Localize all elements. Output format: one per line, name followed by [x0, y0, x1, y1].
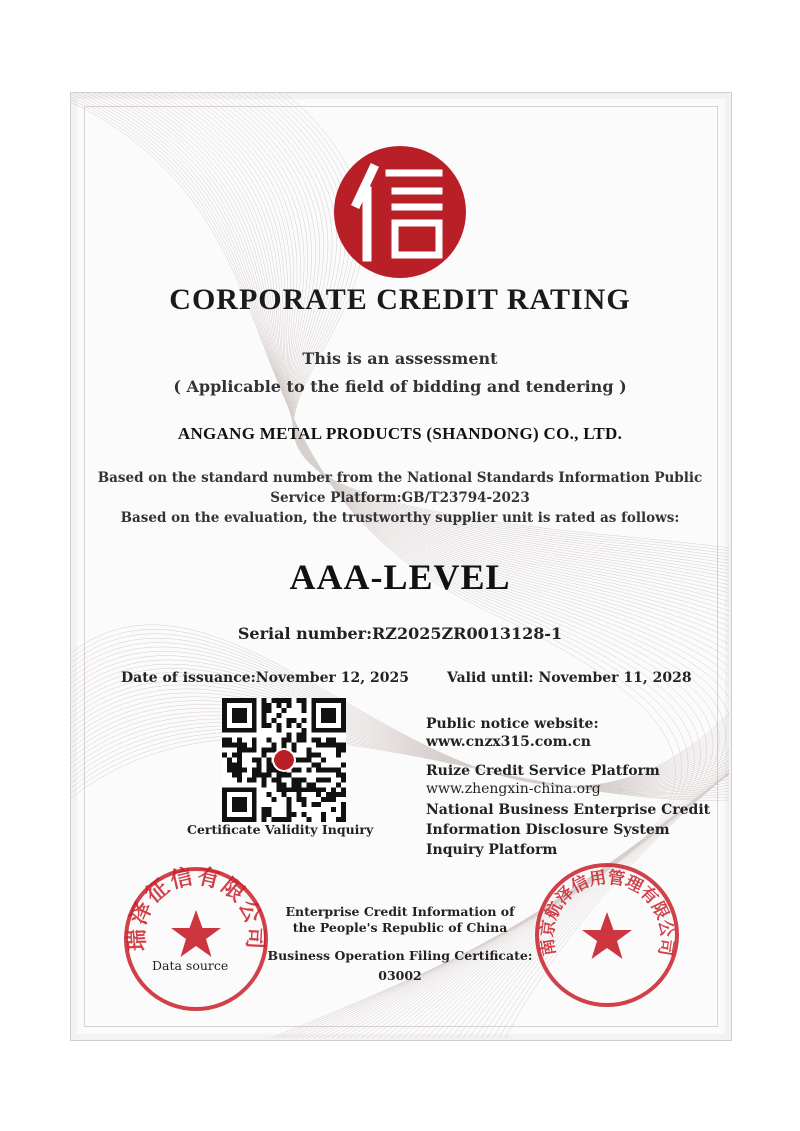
issue-date: Date of issuance:November 12, 2025 [121, 670, 409, 686]
enterprise-line-2: the People's Republic of China [292, 920, 508, 935]
basis-text [0, 468, 800, 528]
left-seal-stamp [121, 864, 271, 1014]
national-line-1: National Business Enterprise Credit [426, 802, 711, 818]
basis-line-3: Based on the evaluation, the trustworthy supplier unit is rated as follows: [120, 510, 680, 526]
ruize-platform [426, 762, 660, 798]
qr-caption: Certificate Validity Inquiry [187, 822, 374, 837]
qr-code[interactable] [222, 698, 346, 822]
enterprise-line-1: Enterprise Credit Information of [285, 904, 515, 919]
filing-certificate [255, 946, 545, 986]
right-seal-text: 南京航泽信用管理有限公司 [537, 867, 677, 958]
data-source-label: Data source [152, 958, 229, 973]
ruize-url[interactable]: www.zhengxin-china.org [426, 781, 601, 797]
filing-label: Business Operation Filing Certificate: [267, 948, 533, 963]
credit-logo-icon [333, 145, 467, 279]
company-name: ANGANG METAL PRODUCTS (SHANDONG) CO., LTD. [177, 424, 623, 443]
national-line-3: Inquiry Platform [426, 842, 558, 858]
ruize-label: Ruize Credit Service Platform [426, 763, 660, 779]
left-seal-text: 瑞泽征信有限公司 [123, 864, 269, 952]
certificate-title: CORPORATE CREDIT RATING [169, 283, 631, 316]
basis-line-1: Based on the standard number from the National Standards Information Public [97, 470, 703, 486]
basis-line-2: Service Platform:GB/T23794-2023 [270, 490, 530, 506]
right-seal-stamp [532, 860, 682, 1010]
star-icon [582, 912, 632, 959]
star-icon [171, 910, 221, 957]
public-notice [426, 715, 599, 751]
rating-level: AAA-LEVEL [289, 557, 511, 597]
national-line-2: Information Disclosure System [426, 822, 670, 838]
national-system [426, 800, 710, 860]
notice-url[interactable]: www.cnzx315.com.cn [426, 734, 591, 750]
serial-number: Serial number:RZ2025ZR0013128-1 [237, 624, 563, 643]
valid-until: Valid until: November 11, 2028 [447, 670, 692, 686]
notice-label: Public notice website: [426, 716, 599, 732]
scope-line: ( Applicable to the field of bidding and tendering ) [173, 377, 627, 396]
filing-number: 03002 [378, 968, 422, 983]
assessment-line: This is an assessment [302, 349, 498, 368]
enterprise-credit-info [255, 904, 545, 936]
